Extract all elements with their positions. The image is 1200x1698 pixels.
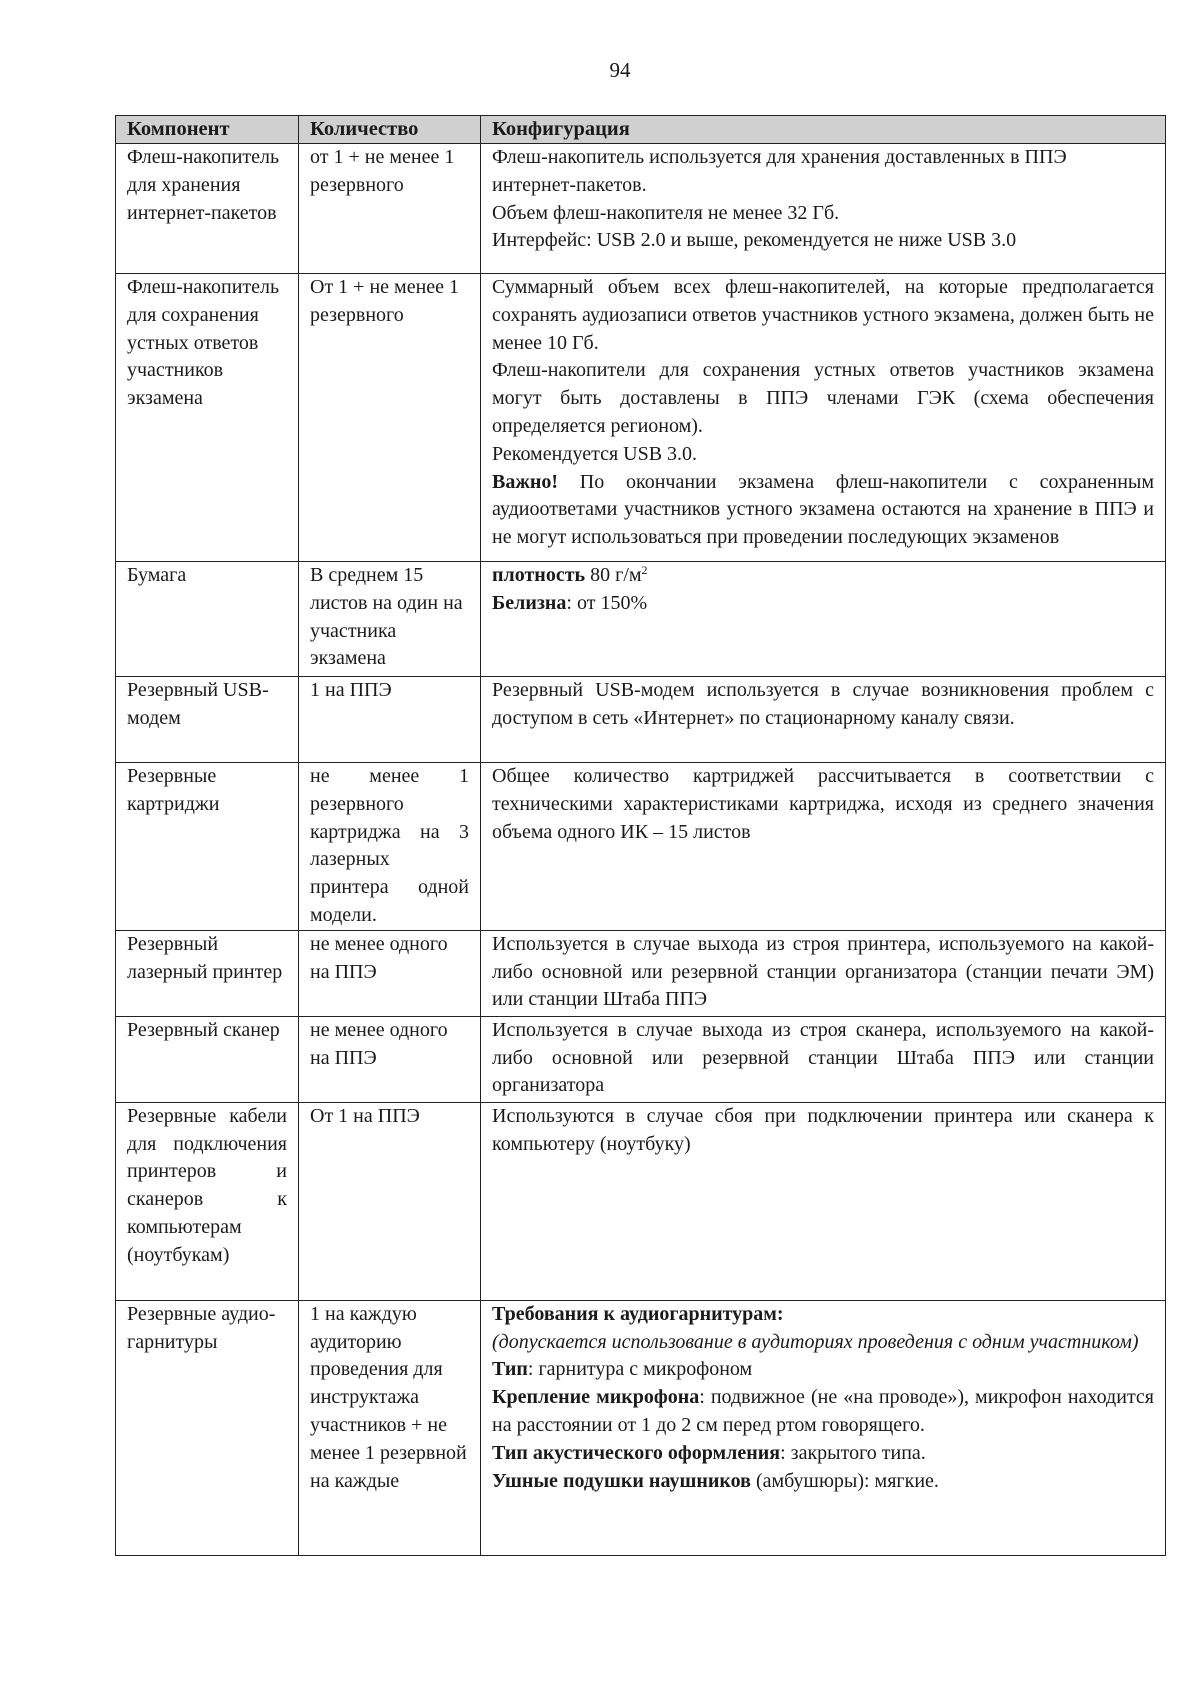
table-row <box>116 1300 1166 1555</box>
requirements-title: Требования к аудиогарнитурам: <box>492 1302 784 1325</box>
component-cell: Резервные кабели для подключения принтеров и сканеров к компьютерам (ноутбукам) <box>116 1102 299 1300</box>
header-quantity: Количество <box>299 116 481 144</box>
acoustic-label: Тип акустического оформления <box>492 1441 781 1464</box>
configuration-cell: Резервный USB-модем используется в случае возникновения проблем с доступом в сеть «Интернет» по стационарному каналу связи. <box>481 677 1166 763</box>
quantity-cell: В среднем 15 листов на один на участника экзамена <box>299 562 481 677</box>
config-paragraph: Суммарный объем всех флеш-накопителей, на которые предполагается сохранять аудиозаписи ответов участников устного экзамена, должен быть не менее 10 Гб. <box>492 276 1154 354</box>
config-paragraph: Объем флеш-накопителя не менее 32 Гб. <box>492 201 840 224</box>
ear-pads-label: Ушные подушки наушников <box>492 1469 751 1492</box>
config-paragraph: Интерфейс: USB 2.0 и выше, рекомендуется не ниже USB 3.0 <box>492 229 1017 252</box>
config-paragraph: Рекомендуется USB 3.0. <box>492 442 698 465</box>
equipment-table <box>115 115 1166 1556</box>
header-component: Компонент <box>116 116 299 144</box>
component-cell: Флеш-накопитель для хранения интернет-пакетов <box>116 144 299 274</box>
quantity-cell: не менее одного на ППЭ <box>299 1016 481 1102</box>
density-value: 80 г/м <box>590 564 642 586</box>
configuration-cell <box>481 562 1166 677</box>
type-value: : гарнитура с микрофоном <box>527 1358 753 1381</box>
configuration-cell <box>481 274 1166 562</box>
config-paragraph: Флеш-накопители для сохранения устных ответов участников экзамена могут быть доставлены в ППЭ членами ГЭК (схема обеспечения определяется регионом). <box>492 359 1154 437</box>
table-row <box>116 1016 1166 1102</box>
table-row <box>116 274 1166 562</box>
important-label: Важно! <box>492 470 559 493</box>
table-header-row <box>116 116 1166 144</box>
configuration-cell: Используется в случае выхода из строя принтера, используемого на какой-либо основной или резервной станции организатора (станции печати ЭМ) или станции Штаба ППЭ <box>481 930 1166 1016</box>
config-paragraph: Флеш-накопитель используется для хранения доставленных в ППЭ интернет-пакетов. <box>492 146 1067 196</box>
acoustic-value: : закрытого типа. <box>780 1441 926 1464</box>
component-cell: Резервные аудио-гарнитуры <box>116 1300 299 1555</box>
ear-pads-value: (амбушюры): мягкие. <box>750 1469 939 1492</box>
type-label: Тип <box>492 1358 528 1381</box>
configuration-cell <box>481 1300 1166 1555</box>
table-row <box>116 677 1166 763</box>
table-row <box>116 1102 1166 1300</box>
table-row <box>116 562 1166 677</box>
quantity-cell: От 1 на ППЭ <box>299 1102 481 1300</box>
table-row <box>116 763 1166 931</box>
component-cell: Резервный сканер <box>116 1016 299 1102</box>
page-number: 94 <box>609 58 631 82</box>
quantity-cell: 1 на ППЭ <box>299 677 481 763</box>
quantity-cell: от 1 + не менее 1 резервного <box>299 144 481 274</box>
density-label: плотность <box>492 564 586 586</box>
quantity-cell: не менее одного на ППЭ <box>299 930 481 1016</box>
table-row <box>116 144 1166 274</box>
component-cell: Флеш-накопитель для сохранения устных ответов участников экзамена <box>116 274 299 562</box>
configuration-cell <box>481 144 1166 274</box>
whiteness-label: Белизна <box>492 591 567 614</box>
header-configuration: Конфигурация <box>481 116 1166 144</box>
configuration-cell: Используются в случае сбоя при подключении принтера или сканера к компьютеру (ноутбуку) <box>481 1102 1166 1300</box>
quantity-cell: 1 на каждую аудиторию проведения для инструктажа участников + не менее 1 резервной на каждые <box>299 1300 481 1555</box>
mount-label: Крепление микрофона <box>492 1386 700 1409</box>
configuration-cell: Используется в случае выхода из строя сканера, используемого на какой-либо основной или резервной станции Штаба ППЭ или станции организатора <box>481 1016 1166 1102</box>
component-cell: Резервные картриджи <box>116 763 299 931</box>
mount-value: : подвижное (не «на проводе»), микрофон находится на расстоянии от 1 до 2 см перед ртом говорящего. <box>492 1386 1154 1436</box>
component-cell: Резервный лазерный принтер <box>116 930 299 1016</box>
quantity-cell: От 1 + не менее 1 резервного <box>299 274 481 562</box>
important-text: По окончании экзамена флеш-накопители с сохраненным аудиоответами участников устного экзамена остаются на хранение в ППЭ и не могут использоваться при проведении последующих экзаменов <box>492 470 1154 549</box>
component-cell: Резервный USB-модем <box>116 677 299 763</box>
whiteness-value: : от 150% <box>566 591 648 614</box>
table-row <box>116 930 1166 1016</box>
requirements-note: (допускается использование в аудиториях проведения с одним участником) <box>492 1330 1139 1353</box>
quantity-cell: не менее 1 резервного картриджа на 3 лазерных принтера одной модели. <box>299 763 481 931</box>
component-cell: Бумага <box>116 562 299 677</box>
configuration-cell: Общее количество картриджей рассчитывается в соответствии с техническими характеристиками картриджа, исходя из среднего значения объема одного ИК – 15 листов <box>481 763 1166 931</box>
density-unit-exponent: 2 <box>641 563 648 577</box>
